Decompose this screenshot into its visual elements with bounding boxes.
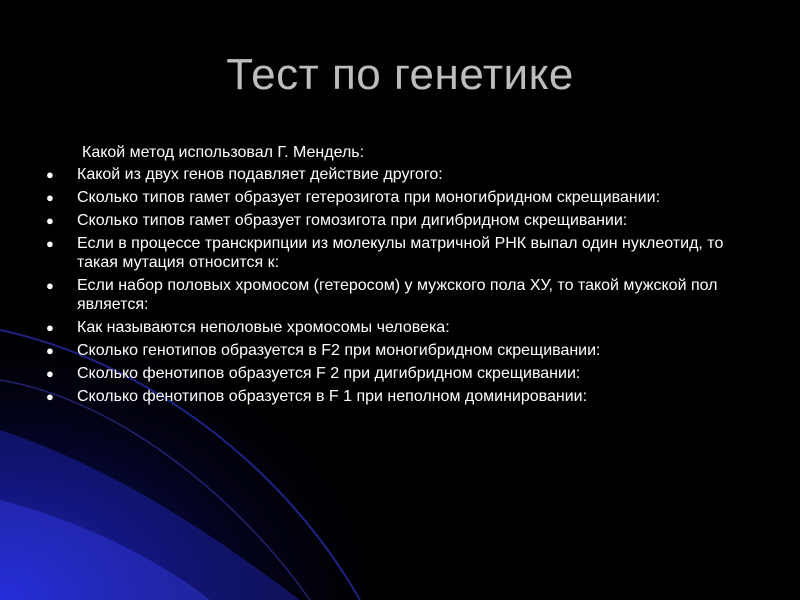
question-text: Сколько типов гамет образует гомозигота при дигибридном скрещивании: — [77, 212, 628, 229]
bullet-dot-icon: ● — [46, 167, 54, 182]
question-item — [40, 387, 760, 406]
bullet-dot-icon: ● — [46, 236, 54, 251]
bullet-dot-icon: ● — [46, 213, 54, 228]
question-text: Сколько фенотипов образуется в F 1 при неполном доминировании: — [77, 388, 588, 405]
question-text: Как называются неполовые хромосомы человека: — [77, 319, 450, 336]
question-text: Если в процессе транскрипции из молекулы матричной РНК выпал один нуклеотид, то такая мутация относится к: — [77, 235, 724, 271]
bullet-dot-icon: ● — [46, 389, 54, 404]
question-item — [40, 318, 760, 337]
bullet-dot-icon: ● — [46, 278, 54, 293]
question-item — [40, 234, 760, 272]
question-text: Какой из двух генов подавляет действие другого: — [77, 166, 443, 183]
question-item — [40, 211, 760, 230]
question-item — [40, 341, 760, 360]
question-list — [40, 165, 760, 410]
question-text: Сколько фенотипов образуется F 2 при дигибридном скрещивании: — [77, 365, 581, 382]
question-text: Если набор половых хромосом (гетеросом) у мужского пола ХУ, то такой мужской пол является: — [77, 277, 718, 313]
question-item — [40, 188, 760, 207]
question-item — [40, 165, 760, 184]
question-item — [40, 364, 760, 383]
question-text: Сколько генотипов образуется в F2 при моногибридном скрещивании: — [77, 342, 601, 359]
bullet-dot-icon: ● — [46, 343, 54, 358]
slide-title: Тест по генетике — [226, 50, 574, 99]
bullet-dot-icon: ● — [46, 320, 54, 335]
question-text: Сколько типов гамет образует гетерозигота при моногибридном скрещивании: — [77, 189, 661, 206]
question-item — [40, 276, 760, 314]
intro-line: Какой метод использовал Г. Мендель: — [82, 144, 365, 161]
bullet-dot-icon: ● — [46, 190, 54, 205]
bullet-dot-icon: ● — [46, 366, 54, 381]
